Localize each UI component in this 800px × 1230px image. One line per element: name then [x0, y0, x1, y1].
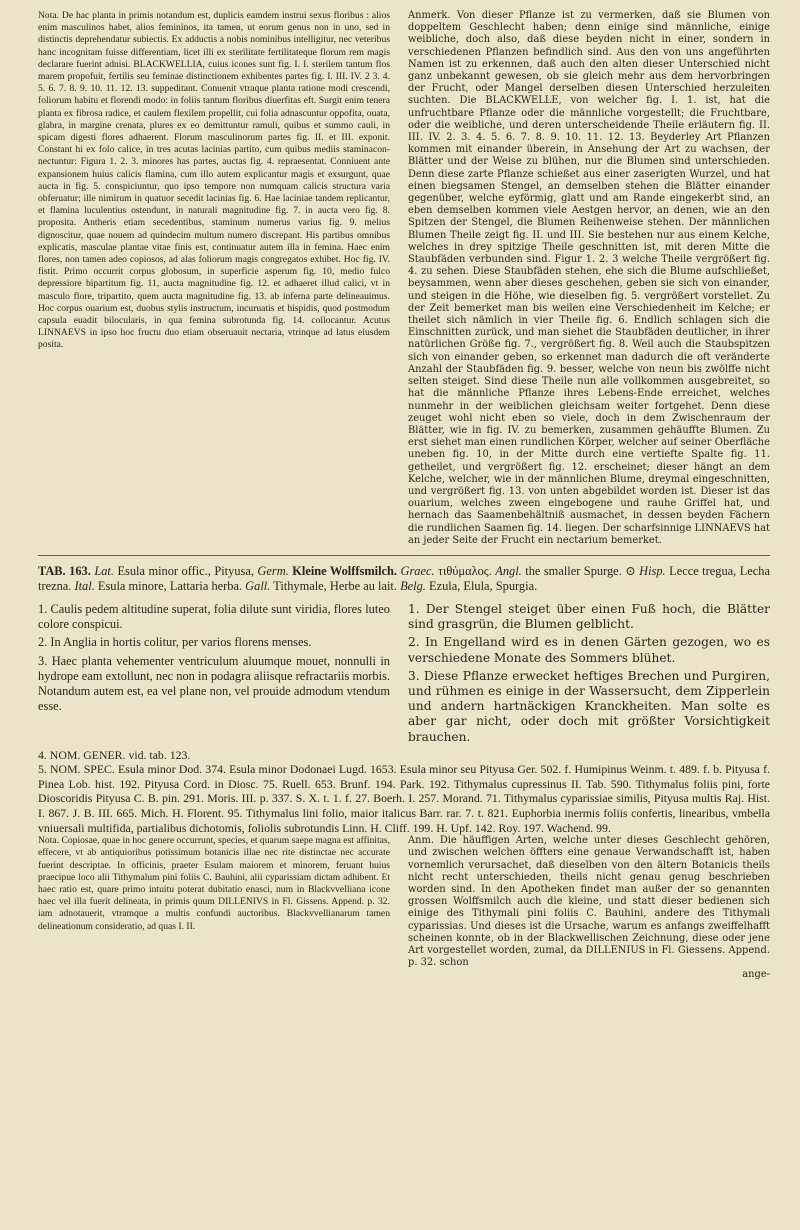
tab-number: 163. — [69, 563, 91, 578]
german-note-column — [408, 10, 770, 547]
german-note-text: Anmerk. Von dieser Pflanze ist zu vermerken, daß sie Blumen von doppeltem Geschlecht haben; denn einige sind männliche, einige weibliche, doch also, daß diese beyden nicht in einer, sondern in verschiedenen Pflanzen befindlich sind. Aus den von uns angeführten Namen ist zu erkennen, daß auch den alten dieser Unterschied nicht ganz unbekannt gewesen, ob sie gleich mehr aus dem hervorbringen der Frucht, oder Mangel derselben diesen Unterschied herzuleiten suchten. Die BLACKWELLE, von welcher fig. I. 1. ist, hat die unfruchtbare Pflanze oder die männliche vorgestellt; die Fruchtbare, oder die weibliche, und deren unterscheidende Theile erläutern fig. II. III. IV. 2. 3. 4. 5. 6. 7. 8. 9. 10. 11. 12. 13. Beyderley Art Pflanzen kommen mit einander überein, in Ansehung der Art zu wachsen, der Blätter und der Weise zu blühen, nur die Blumen sind unterschieden. Denn diese zarte Pflanze schießet aus einer zaserigten Wurzel, und hat einen biegsamen Stengel, an demselben stehen die Blätter einander gegenüber, welche eyförmig, glatt und am Rande eingekerbt sind, an eben demselben kommen viele Aestgen hervor, an denen, wie an den Spitzen der Stengel, die Blumen Reihenweise stehen. Der männlichen Blumen Theile zeigt fig. II. und III. Sie bestehen nur aus einem Kelche, welches in drey spitzige Theile geschnitten ist, mit deren Mitte die Staubfäden verbunden sind. Figur 1. 2. 3 welche Theile vergrößert fig. 4. zu sehen. Diese Staubfäden stehen, ehe sich die Blume aufschließet, beysammen, wenn aber dieses geschehen, geben sie sich von einander, und steigen in die Höhe, wie dieselben fig. 5. vergrößert vorstellet. Zu der Zeit bemerket man bis weilen eine Verschiedenheit im Kelche; er theilet sich nämlich in vier Theile fig. 6. Endlich schlagen sich die Einschnitten zurück, und man siehet die Staubfäden deutlicher, in ihrer natürlichen Größe fig. 7., vergrößert fig. 8. Weil auch die Staubspitzen sich von einander geben, so erkennet man dadurch die oft veränderte Anzahl der Staubfäden fig. 9. besser, welche von neun bis zwölffe nicht selten steiget. Sind diese Theile nun alle vollkommen ausgebreitet, so hat die männliche Pflanze ihres Lebens-Ende erreichet, welches nunmehr in der weiblichen gleichsam weiter fortgehet. Denn diese zeuget wohl nicht eben so viele, doch in dem Zwischenraum der Blätter, wie in fig. IV. zu bemerken, zusammen gehäuffte Blumen. Zu erst siehet man einen rundlichen Körper, welcher auf seiner Oberfläche uneben fig. 10, in der Mitte durch eine vertiefte Spalte fig. 11. getheilet, und vergrößert fig. 12. erscheinet; dieser hängt an dem Kelche, welcher, wie in der männlichen Blume, dreymal eingeschnitten, und vergrößert fig. 13. von unten abgebildet worden ist. Dieser ist das ouarium, welches zween eingebogene und rauhe Griffel hat, und hernach das Saamenbehältniß ausmachet, in dessen beyden Fächern die rundlichen Saamen fig. 14. liegen. Der scharfsinnige LINNAEVS hat an jeder Seite der Frucht ein nectarium bemerket. — [408, 10, 770, 546]
plate-heading — [38, 564, 770, 594]
hisp-name: Lecce tregua, Lecha trezna. — [38, 563, 770, 593]
numbered-items — [38, 602, 770, 748]
latin-item-1: 1. Caulis pedem altitudine superat, folia dilute sunt viridia, flores luteo colore conspicui. — [38, 601, 390, 632]
nom-spec: 5. NOM. SPEC. Esula minor Dod. 374. Esula minor Dodonaei Lugd. 1653. Esula minor seu Pityusa Ger. 502. f. Humipinus Weinm. t. 489. f. b. Pityusa f. Pinea Lob. hist. 192. Pityusa Cord. in Diosc. 75. Ruell. 653. Brunf. 194. Park. 192. Tithymalus cupressinus II. Tab. 590. Tithymalus foliis pini, forte Dioscoridis Pityusa C. B. pin. 291. Moris. III. p. 337. S. X. t. 1. f. 27. Boerh. I. 257. Morand. 71. Tithymalus cyparissiae similis, Pityusa multis Raj. Hist. I. 867. J. B. III. 665. Mich. H. Florent. 95. Tithymalus lini folio, maior italicus Barr. rar. 7. t. 821. Euphorbia inermis foliis confertis, linearibus, vmbella vniuersali multifida, partialibus dichotomis, foliolis subrotundis Linn. H. Cliff. 199. H. Upf. 142. Roy. 197. Wachend. 99. — [38, 762, 770, 835]
angl-name: the smaller Spurge. — [525, 563, 622, 578]
divider-line — [38, 555, 770, 556]
latin-item-3: 3. Haec planta vehementer ventriculum aluumque mouet, nonnulli in hydrope eam extollunt, nec non in podagra aliisque refractariis morbis. Notandum autem est, ea vel plane non, vel prouide admodum vtendum esse. — [38, 653, 390, 714]
hisp-label: Hisp. — [639, 563, 666, 578]
german-item-3: 3. Diese Pflanze erwecket heftiges Brechen und Purgiren, und rühmen es einige in der Wassersucht, dem Zipperlein und andern hartnäckigen Kranckheiten. Man solte es aber gar nicht, oder doch mit größter Vorsichtigkeit brauchen. — [408, 668, 770, 744]
annual-symbol: ⊙ — [625, 563, 636, 578]
gall-label: Gall. — [245, 578, 271, 593]
angl-label: Angl. — [495, 563, 522, 578]
belg-name: Ezula, Elula, Spurgia. — [429, 578, 538, 593]
german-items-column — [408, 602, 770, 748]
top-section — [38, 10, 770, 547]
german-bottom-text: Anm. Die häuffigen Arten, welche unter dieses Geschlecht gehören, und zwischen welchen öffters eine genaue Verwandschafft ist, haben vornemlich verursachet, daß dieselben von den ältern Botanicis theils nicht recht unterschieden, theils nicht genau genug beschrieben worden sind. In den Apotheken findet man außer der so genannten grossen Wolffsmilch auch die kleine, und statt dieser bedienen sich einige des Tithymali pini foliis C. Bauhini, andere des Tithymali cyparissias. Und dieses ist die Ursache, warum es anfangs zweiffelhafft scheinen konnte, ob in der Blackwellischen Zeichnung, diese oder jene Art vorgestellet worden, zumal, da DILLENIUS in Fl. Giessens. Append. p. 32. schon — [408, 835, 770, 969]
lat-name: Esula minor offic., Pityusa, — [117, 563, 254, 578]
german-bottom-column — [408, 835, 770, 981]
germ-name: Kleine Wolffsmilch. — [292, 563, 398, 578]
germ-label: Germ. — [257, 563, 289, 578]
tab-label: TAB. — [38, 563, 66, 578]
gall-name: Tithymale, Herbe au lait. — [273, 578, 397, 593]
ital-name: Esula minore, Lattaria herba. — [97, 578, 243, 593]
latin-bottom-text: Nota. Copiosae, quae in hoc genere occurrunt, species, et quarum saepe magna est affinitas, effecere, vt ab antiquioribus potissimum botanicis illae nec rite distinctae nec accurate fuerint descriptae. In officinis, praeter Esulam maiorem et minorem, feruant huius praecipue loco alii Tithymalum pini foliis C. Bauhini, alii cyparissiam dictam adhibent. Et haec ratio est, quare primo intuitu poterat dubitatio enasci, num in Blackvvelliana icone haec vel illa fuerit delineata, in primis quum DILLENIVS in Fl. Gissens. Append. p. 32. iam adnotauerit, vtramque a multis confundi auctoribus. Blackvvellianarum tamen delineationum consideratio, ad quas I. II. — [38, 835, 390, 932]
latin-items-column — [38, 602, 390, 748]
nomenclature — [38, 748, 770, 835]
nom-gener: 4. NOM. GENER. vid. tab. 123. — [38, 747, 191, 762]
latin-item-2: 2. In Anglia in hortis colitur, per varios florens menses. — [38, 635, 312, 650]
catchword: ange- — [742, 969, 770, 981]
latin-note-column — [38, 10, 390, 547]
lat-label: Lat. — [94, 563, 114, 578]
bottom-section — [38, 835, 770, 981]
ital-label: Ital. — [74, 578, 95, 593]
belg-label: Belg. — [400, 578, 426, 593]
german-item-1: 1. Der Stengel steiget über einen Fuß hoch, die Blätter sind grasgrün, die Blumen gelblicht. — [408, 601, 770, 632]
latin-note-text: Nota. De hac planta in primis notandum est, duplicis eamdem instrui sexus floribus : alios enim masculinos habet, alios femininos, ita tamen, ut eorum genus non in uno, sed in distinctis deprehendatur subiectis. Ex adductis a nobis nominibus intelligitur, nec veteribus hanc incognitam fuisse differentiam, licet illi ex sterilitate fertilitateque florum rem magis declarare fuerint adnisi. BLACKWELLIA, cuius icones sunt fig. I. I. sterilem tantum flos marem propofuit, fertilis seu feminae distinctionem exhibentes partes fig. I. III. IV. 2 3. 4. 5. 6. 7. 8. 9. 10. 11. 12. 13. suppeditant. Conuenit vtraque planta ratione modi crescendi, foliorum habitu et florendi modo: in foliis tantum floribus diuerfitas eft. Surgit enim tenera planta ex fibrosa radice, et caulem flexilem propellit, cui folia adnascuntur oppofita, ouata, glabra, in margine crenata, plures ex eo demittuntur ramuli, quibus et summo cauli, in spicam digesti flores adhaerent. Florum masculinorum partes fig. II. et III. exponit. Constant hi ex folo calice, in tres acutas lacinias partito, cum quibus mediis staminacon-nectuntur: Figura 1. 2. 3. minores has partes, auctas fig. 4. repraesentat. Conniuent ante expansionem huius calicis flamina, cum illo autem explicantur magis et exsurgunt, quae aucta in fig. 5. conspiciuntur, quo ipso tempore non numquam calicis structura varia obferuatur; ille nimirum in quatuor secedit lacinias fig. 6. Hae laciniae tandem replicantur, et flamina luculentius ostendunt, in naturali magnitudine fig. 7. in aucta vero fig. 8. proposita. Antheris etiam secedentibus, staminum numerus varius fig. 9. melius dignoscitur, quae nouem ad quindecim multum numero discrepant. His partibus omnibus explicatis, masculae plantae vitae finis est, continuatur autem illa in femina. Haec enim flores, non tamen adeo copiosos, ad alas foliorum magis congregatos exhibet. Hoc fig. IV. fistit. Primo occurrit corpus globosum, in superficie asperum fig. 10, medio fulco depressiore bipartitum fig. 11, aucta magnitudine fig. 12. et adhaeret illud calici, vt in masculo flore, tripartito, quem aucta magnitudine fig. 13. ab inferna parte delineauimus. Hoc corpus ouarium est, duobus stylis instructum, incuruatis et hispidis, quod postmodum capsula euadit bilocularis, in qua femina subrotunda fig. 14. collocantur. Acutus LINNAEVS in ipso hoc fructu duo etiam obseruauit nectaria, vtrinque ad latus eiusdem posita. — [38, 10, 390, 351]
graec-label: Graec. — [400, 563, 435, 578]
graec-name: τιθύμαλος. — [438, 563, 492, 578]
german-item-2: 2. In Engelland wird es in denen Gärten gezogen, wo es verschiedene Monate des Sommers blühet. — [408, 635, 770, 665]
latin-bottom-column — [38, 835, 390, 981]
